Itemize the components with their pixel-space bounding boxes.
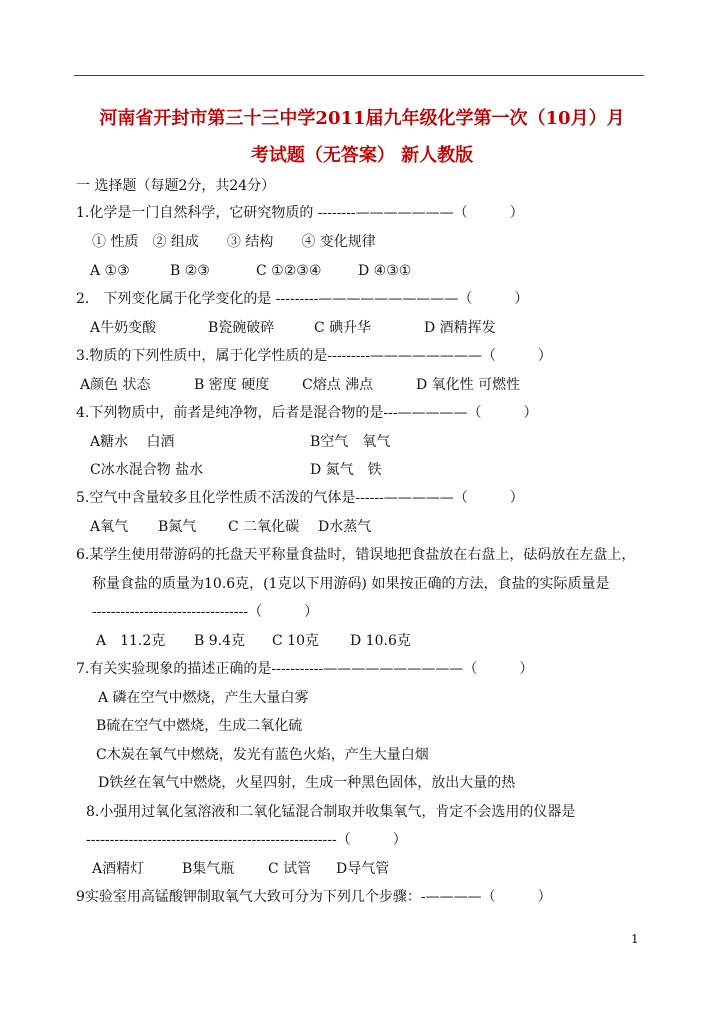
question-8-option-b: B集气瓶: [182, 861, 235, 877]
question-2-option-b: B瓷碗破碎: [208, 320, 275, 336]
question-7-option-a: A 磷在空气中燃烧，产生大量白雾: [98, 690, 309, 706]
question-1-option-a: A ①③: [90, 263, 130, 279]
question-6-option-d: D 10.6克: [350, 633, 411, 649]
question-6-option-a: A 11.2克: [96, 633, 166, 649]
question-1-stem: 1.化学是一门自然科学，它研究物质的 --------———————（ ）: [76, 205, 524, 221]
question-3-option-d: D 氧化性 可燃性: [416, 377, 521, 393]
question-7-option-d: D铁丝在氧气中燃烧，火星四射，生成一种黑色固体，放出大量的热: [98, 775, 516, 791]
question-3-option-c: C熔点 沸点: [302, 377, 374, 393]
question-1-line-2: ① 性质 ② 组成 ③ 结构 ④ 变化规律: [92, 234, 376, 250]
question-6-option-b: B 9.4克: [194, 633, 246, 649]
question-2-option-c: C 碘升华: [314, 320, 372, 336]
question-1-option-b: B ②③: [170, 263, 210, 279]
question-2-option-d: D 酒精挥发: [424, 320, 496, 336]
question-6-option-c: C 10克: [272, 633, 319, 649]
question-5-option-b: B氮气: [158, 519, 197, 535]
question-7-stem: 7.有关实验现象的描述正确的是-----------——————————（ ）: [76, 661, 534, 677]
question-4-option-b: B空气 氧气: [310, 434, 391, 450]
question-1-option-d: D ④③①: [358, 263, 412, 279]
question-5-option-a: A氧气: [90, 519, 129, 535]
page-number: 1: [631, 932, 639, 946]
header-rule: [74, 75, 644, 76]
question-1-option-c: C ①②③④: [256, 263, 322, 279]
question-4-option-a: A糖水 白酒: [90, 434, 175, 450]
question-7-option-c: C木炭在氧气中燃烧，发光有蓝色火焰，产生大量白烟: [96, 747, 429, 763]
question-4-stem: 4.下列物质中，前者是纯净物，后者是混合物的是---—————（ ）: [76, 405, 538, 421]
question-6-stem: 6.某学生使用带游码的托盘天平称量食盐时，错误地把食盐放在右盘上，砝码放在左盘上，: [76, 547, 636, 563]
question-2-stem: 2. 下列变化属于化学变化的是 ---------——————————（ ）: [76, 291, 529, 307]
question-3-option-a: A颜色 状态: [80, 377, 151, 393]
question-5-option-d: D水蒸气: [318, 519, 372, 535]
title-line-1: 河南省开封市第三十三中学2011届九年级化学第一次（10月）月: [99, 108, 625, 129]
question-6-line-3: ---------------------------------（ ）: [92, 604, 319, 620]
question-8-option-d: D导气管: [336, 861, 390, 877]
question-9-stem: 9实验室用高锰酸钾制取氧气大致可分为下列几个步骤：-————（ ）: [76, 889, 552, 905]
question-3-option-b: B 密度 硬度: [194, 377, 270, 393]
title-line-2: 考试题（无答案） 新人教版: [250, 145, 474, 166]
question-8-option-c: C 试管: [268, 861, 312, 877]
question-3-stem: 3.物质的下列性质中，属于化学性质的是---------————————（ ）: [76, 348, 552, 364]
question-8-line-2: -----------------------------------------------------（ ）: [86, 832, 407, 848]
question-7-option-b: B硫在空气中燃烧，生成二氧化硫: [96, 718, 303, 734]
question-8-stem: 8.小强用过氧化氢溶液和二氧化锰混合制取并收集氧气，肯定不会选用的仪器是: [86, 804, 576, 820]
section-heading: 一 选择题（每题2分，共24分）: [76, 178, 276, 194]
question-4-option-c: C冰水混合物 盐水: [90, 462, 204, 478]
question-8-option-a: A酒精灯: [92, 861, 145, 877]
question-2-option-a: A牛奶变酸: [90, 320, 157, 336]
question-5-stem: 5.空气中含量较多且化学性质不活泼的气体是------—————（ ）: [76, 490, 524, 506]
question-5-option-c: C 二氧化碳: [228, 519, 300, 535]
question-6-line-2: 称量食盐的质量为10.6克，(1克以下用游码) 如果按正确的方法，食盐的实际质量是: [92, 576, 610, 592]
question-4-option-d: D 氮气 铁: [310, 462, 382, 478]
